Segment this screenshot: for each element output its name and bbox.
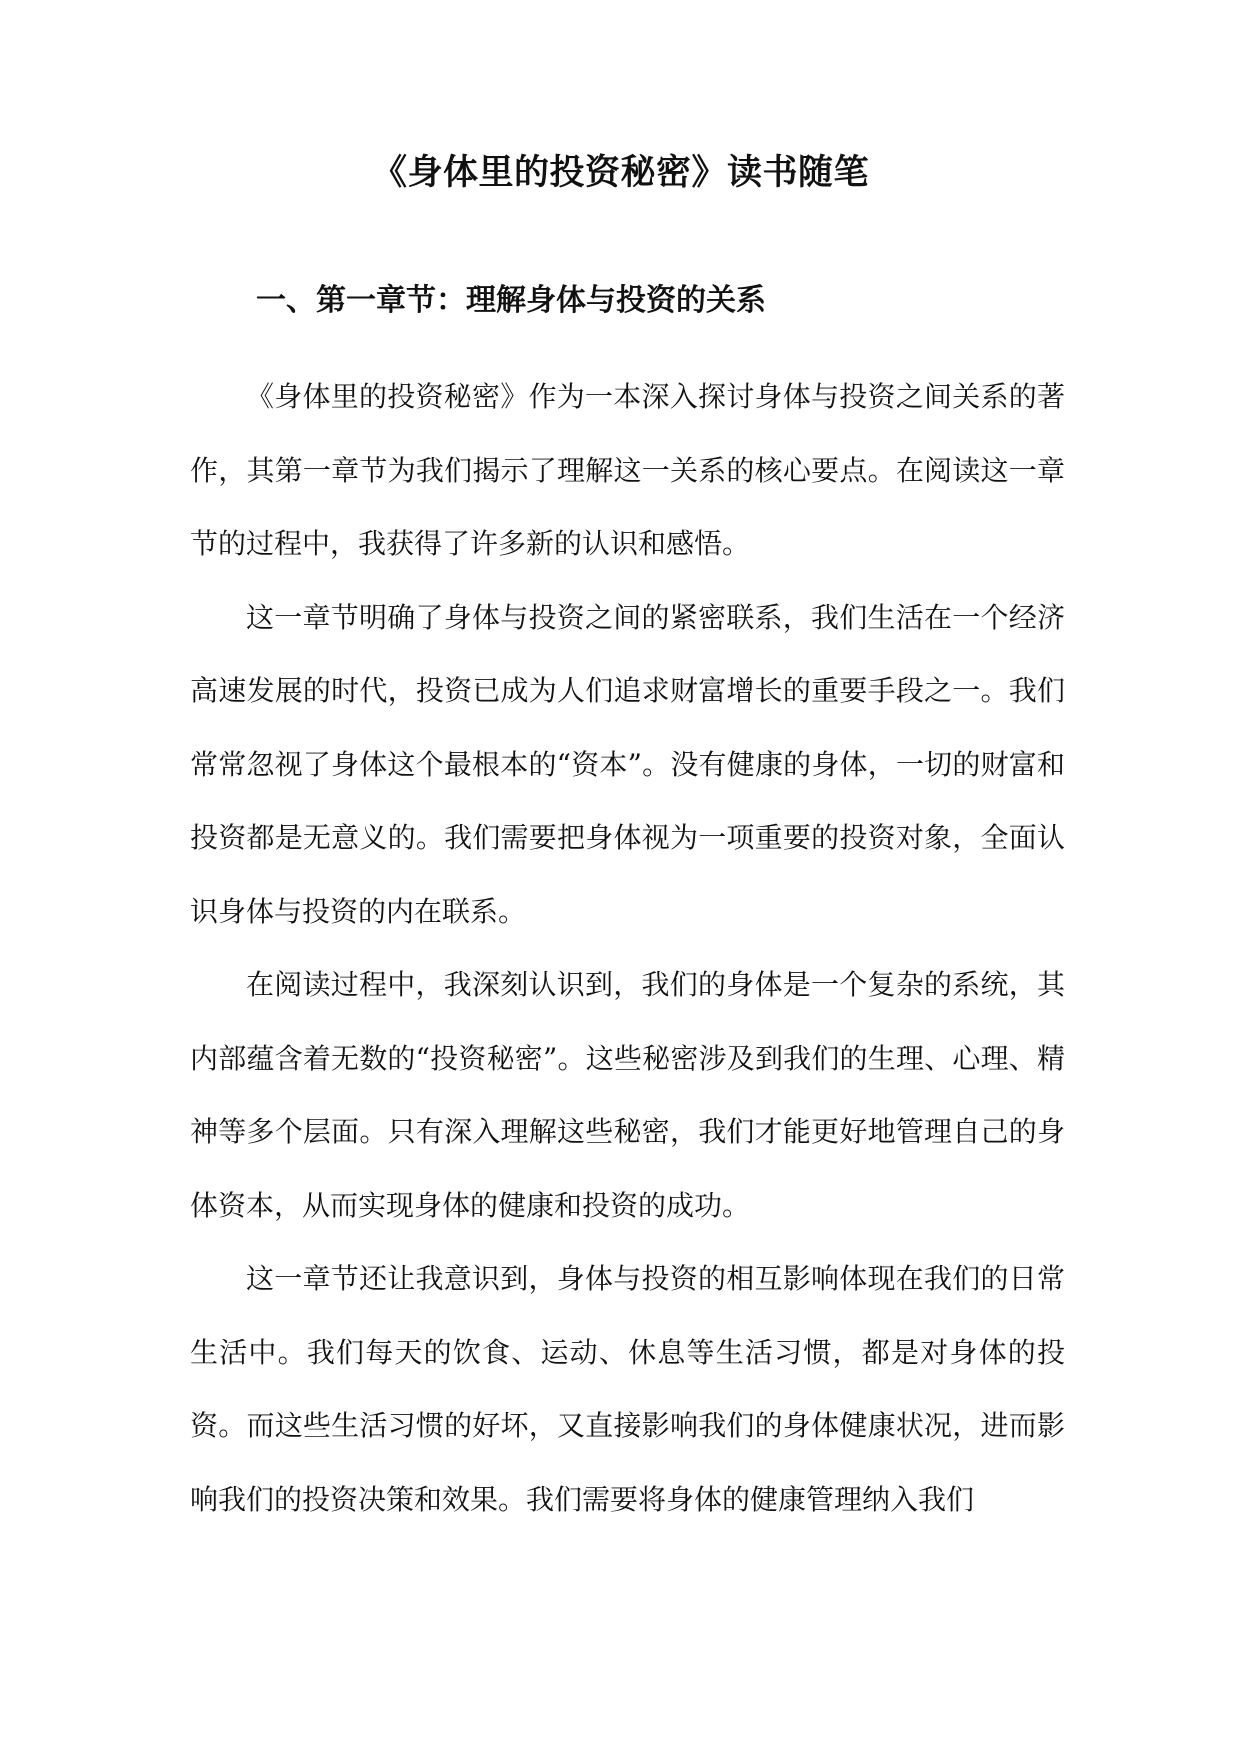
paragraph: 这一章节还让我意识到，身体与投资的相互影响体现在我们的日常生活中。我们每天的饮食、运动、休息等生活习惯，都是对身体的投资。而这些生活习惯的好坏，又直接影响我们的身体健康状况，进而影响我们的投资决策和效果。我们需要将身体的健康管理纳入我们 <box>190 1262 1065 1516</box>
body-text <box>190 360 1065 1536</box>
paragraph: 这一章节明确了身体与投资之间的紧密联系，我们生活在一个经济高速发展的时代，投资已成为人们追求财富增长的重要手段之一。我们常常忽视了身体这个最根本的“资本”。没有健康的身体，一切的财富和投资都是无意义的。我们需要把身体视为一项重要的投资对象，全面认识身体与投资的内在联系。 <box>190 600 1065 928</box>
document-title: 《身体里的投资秘密》读书随笔 <box>371 153 869 193</box>
paragraph: 在阅读过程中，我深刻认识到，我们的身体是一个复杂的系统，其内部蕴含着无数的“投资秘密”。这些秘密涉及到我们的生理、心理、精神等多个层面。只有深入理解这些秘密，我们才能更好地管理自己的身体资本，从而实现身体的健康和投资的成功。 <box>190 968 1065 1222</box>
section-heading: 一、第一章节：理解身体与投资的关系 <box>256 283 766 318</box>
paragraph: 《身体里的投资秘密》作为一本深入探讨身体与投资之间关系的著作，其第一章节为我们揭示了理解这一关系的核心要点。在阅读这一章节的过程中，我获得了许多新的认识和感悟。 <box>190 380 1065 560</box>
